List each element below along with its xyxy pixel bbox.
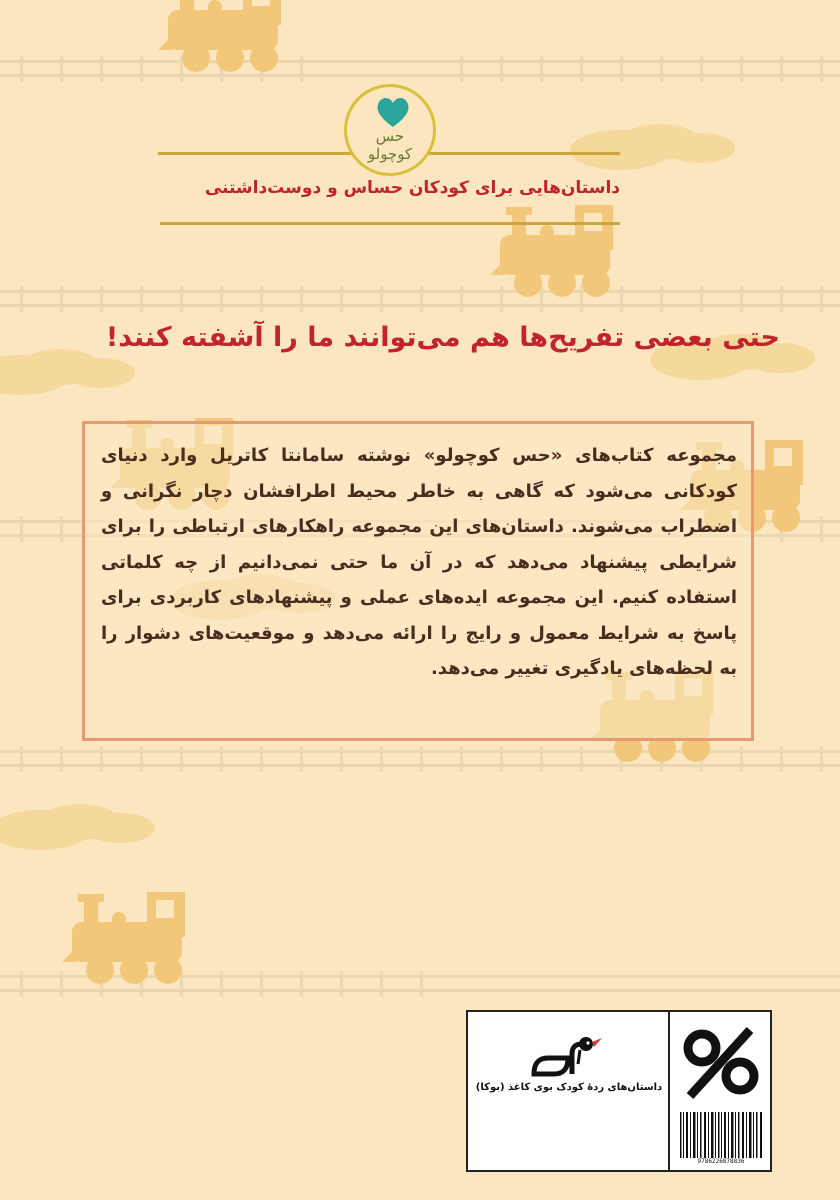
series-logo-line1: حس — [375, 127, 405, 145]
publisher-divider — [668, 1012, 670, 1170]
heart-icon — [375, 95, 411, 129]
isbn-number: 9786226878836 — [697, 1158, 745, 1165]
series-logo — [344, 84, 436, 176]
series-logo-line2: کوچولو — [367, 145, 413, 163]
header-rule-bottom — [160, 222, 620, 225]
barcode — [678, 1112, 764, 1158]
bird-logo-icon — [528, 1034, 604, 1084]
description-text: مجموعه کتاب‌های «حس کوچولو» نوشته سامانتا کاتریل وارد دنیای کودکانی می‌شود که گاهی به خاطر محیط اطرافشان دچار نگرانی و اضطراب می‌شوند. داستان‌های این مجموعه راهکارهای ارتباطی را برای شرایطی پیشنهاد می‌دهد که در آن ما حتی نمی‌دانیم از چه کلماتی استفاده کنیم. این مجموعه ایده‌های عملی و پیشنهادهای کاربردی برای پاسخ به شرایط معمول و رایج را ارائه می‌دهد و موقعیت‌های دشوار را به لحظه‌های یادگیری تغییر می‌دهد. — [101, 445, 737, 679]
series-tagline: داستان‌هایی برای کودکان حساس و دوست‌داشتنی — [204, 178, 620, 198]
headline: حتی بعضی تفریح‌ها هم می‌توانند ما را آشفته کنند! — [105, 322, 780, 353]
description-box — [82, 421, 754, 741]
percent-logo-icon — [678, 1022, 764, 1102]
publisher-subtitle: داستان‌های ردهٔ کودک بوی کاغذ (بوکا) — [475, 1082, 663, 1093]
publisher-block — [466, 1010, 772, 1172]
